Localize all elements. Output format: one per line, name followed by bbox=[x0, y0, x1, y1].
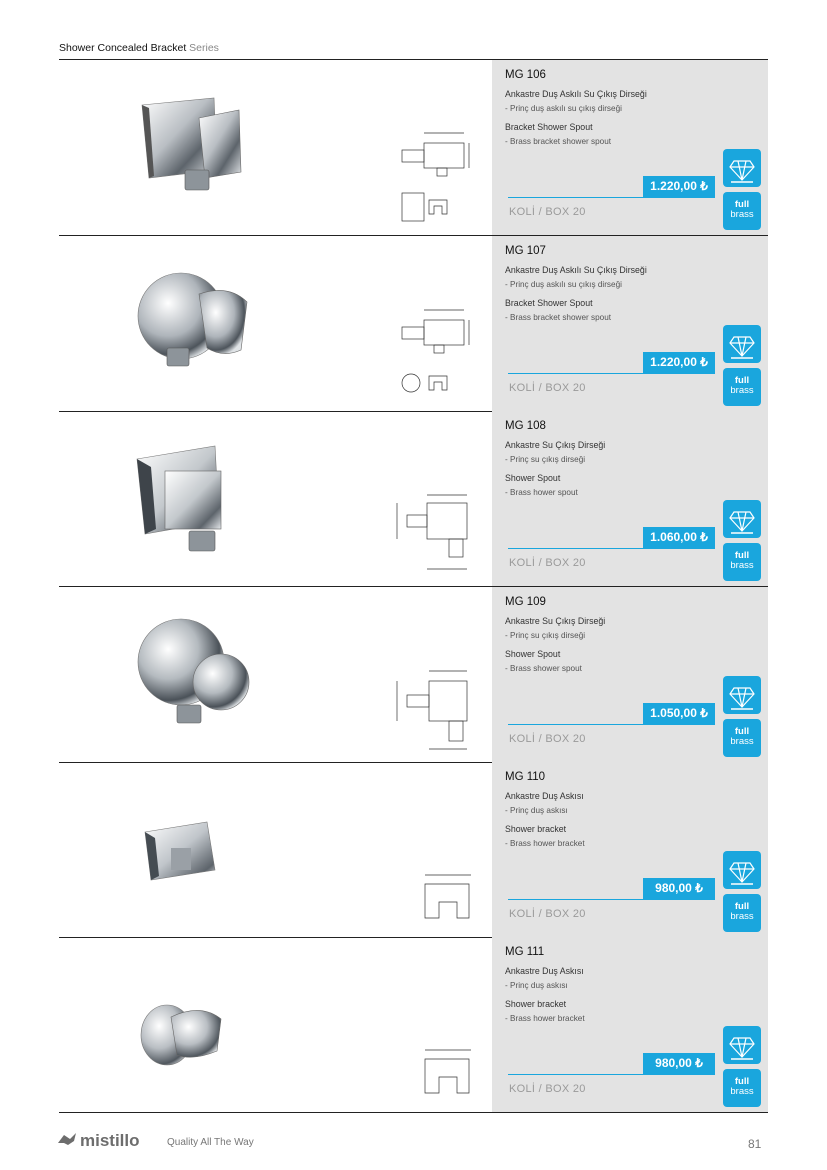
product-code: MG 108 bbox=[505, 420, 546, 432]
technical-drawing bbox=[389, 587, 492, 762]
product-row-mg107 bbox=[59, 236, 768, 412]
technical-drawing bbox=[389, 937, 492, 1112]
product-row-mg110 bbox=[59, 762, 768, 938]
product-code: MG 109 bbox=[505, 596, 546, 608]
price-underline bbox=[508, 197, 715, 198]
box-quantity: KOLİ / BOX 20 bbox=[509, 557, 586, 569]
badge-full-text: full bbox=[734, 375, 750, 386]
price-underline bbox=[508, 548, 715, 549]
diamond-icon bbox=[723, 325, 761, 363]
product-title-tr: Ankastre Duş Askılı Su Çıkış Dirseği bbox=[505, 265, 647, 275]
product-desc-en: - Brass bracket shower spout bbox=[505, 313, 612, 322]
product-desc-en: - Brass bracket shower spout bbox=[505, 137, 612, 146]
product-title-en: Shower bracket bbox=[505, 824, 567, 834]
product-title-tr: Ankastre Duş Askısı bbox=[505, 791, 584, 801]
badge-brass-text: brass bbox=[730, 560, 754, 571]
badge-brass-text: brass bbox=[730, 209, 754, 220]
page-number: 81 bbox=[748, 1137, 762, 1151]
product-desc-tr: - Prinç su çıkış dirseği bbox=[505, 631, 586, 640]
price-tag: 980,00 ₺ bbox=[643, 1053, 715, 1074]
page-header bbox=[59, 42, 219, 54]
product-title-en: Bracket Shower Spout bbox=[505, 122, 593, 132]
product-photo bbox=[59, 937, 389, 1112]
diamond-icon bbox=[723, 676, 761, 714]
full-brass-badge bbox=[723, 894, 761, 932]
footer-tagline: Quality All The Way bbox=[167, 1137, 254, 1148]
product-desc-en: - Brass hower bracket bbox=[505, 1014, 585, 1023]
price-tag: 980,00 ₺ bbox=[643, 878, 715, 899]
product-photo bbox=[59, 236, 389, 411]
diamond-icon bbox=[723, 500, 761, 538]
badge-brass-text: brass bbox=[730, 1086, 754, 1097]
product-desc-en: - Brass hower spout bbox=[505, 488, 578, 497]
badge-brass-text: brass bbox=[730, 911, 754, 922]
product-info-panel bbox=[492, 937, 768, 1112]
brand-name: mistillo bbox=[80, 1131, 140, 1150]
price-tag: 1.220,00 ₺ bbox=[643, 352, 715, 373]
product-title-en: Shower Spout bbox=[505, 473, 561, 483]
product-desc-tr: - Prinç su çıkış dirseği bbox=[505, 455, 586, 464]
product-title-tr: Ankastre Su Çıkış Dirseği bbox=[505, 616, 606, 626]
product-title-en: Shower bracket bbox=[505, 999, 567, 1009]
technical-drawing bbox=[389, 762, 492, 937]
full-brass-badge bbox=[723, 1069, 761, 1107]
price-tag: 1.220,00 ₺ bbox=[643, 176, 715, 197]
header-title: Shower Concealed Bracket bbox=[59, 42, 187, 54]
product-info-panel bbox=[492, 60, 768, 235]
product-photo bbox=[59, 762, 389, 937]
product-photo bbox=[59, 587, 389, 762]
product-desc-en: - Brass hower bracket bbox=[505, 839, 585, 848]
box-quantity: KOLİ / BOX 20 bbox=[509, 908, 586, 920]
brand-logo bbox=[56, 1129, 164, 1151]
badge-full-text: full bbox=[734, 726, 750, 737]
product-code: MG 111 bbox=[505, 946, 545, 958]
price-underline bbox=[508, 1074, 715, 1075]
full-brass-badge bbox=[723, 192, 761, 230]
price-tag: 1.050,00 ₺ bbox=[643, 703, 715, 724]
box-quantity: KOLİ / BOX 20 bbox=[509, 206, 586, 218]
product-desc-en: - Brass shower spout bbox=[505, 664, 582, 673]
price-tag: 1.060,00 ₺ bbox=[643, 527, 715, 548]
product-desc-tr: - Prinç duş askılı su çıkış dirseği bbox=[505, 104, 622, 113]
full-brass-badge bbox=[723, 543, 761, 581]
product-code: MG 110 bbox=[505, 771, 546, 783]
product-title-tr: Ankastre Duş Askılı Su Çıkış Dirseği bbox=[505, 89, 647, 99]
product-info-panel bbox=[492, 762, 768, 937]
badge-brass-text: brass bbox=[730, 385, 754, 396]
technical-drawing bbox=[389, 236, 492, 411]
box-quantity: KOLİ / BOX 20 bbox=[509, 733, 586, 745]
product-row-mg108 bbox=[59, 411, 768, 587]
price-underline bbox=[508, 899, 715, 900]
box-quantity: KOLİ / BOX 20 bbox=[509, 382, 586, 394]
product-desc-tr: - Prinç duş askısı bbox=[505, 981, 568, 990]
product-row-mg109 bbox=[59, 587, 768, 763]
product-title-tr: Ankastre Duş Askısı bbox=[505, 966, 584, 976]
product-info-panel bbox=[492, 236, 768, 411]
full-brass-badge bbox=[723, 719, 761, 757]
product-photo bbox=[59, 411, 389, 586]
product-info-panel bbox=[492, 411, 768, 586]
product-code: MG 107 bbox=[505, 245, 546, 257]
diamond-icon bbox=[723, 851, 761, 889]
product-row-mg106 bbox=[59, 60, 768, 236]
badge-full-text: full bbox=[734, 550, 750, 561]
product-code: MG 106 bbox=[505, 69, 546, 81]
product-desc-tr: - Prinç duş askılı su çıkış dirseği bbox=[505, 280, 622, 289]
box-quantity: KOLİ / BOX 20 bbox=[509, 1083, 586, 1095]
price-underline bbox=[508, 373, 715, 374]
badge-full-text: full bbox=[734, 199, 750, 210]
diamond-icon bbox=[723, 149, 761, 187]
product-desc-tr: - Prinç duş askısı bbox=[505, 806, 568, 815]
diamond-icon bbox=[723, 1026, 761, 1064]
product-title-en: Shower Spout bbox=[505, 649, 561, 659]
full-brass-badge bbox=[723, 368, 761, 406]
header-series: Series bbox=[189, 42, 219, 54]
product-row-mg111 bbox=[59, 937, 768, 1113]
badge-full-text: full bbox=[734, 901, 750, 912]
badge-brass-text: brass bbox=[730, 736, 754, 747]
product-title-tr: Ankastre Su Çıkış Dirseği bbox=[505, 440, 606, 450]
technical-drawing bbox=[389, 411, 492, 586]
badge-full-text: full bbox=[734, 1076, 750, 1087]
price-underline bbox=[508, 724, 715, 725]
product-info-panel bbox=[492, 587, 768, 762]
product-title-en: Bracket Shower Spout bbox=[505, 298, 593, 308]
product-photo bbox=[59, 60, 389, 235]
technical-drawing bbox=[389, 60, 492, 235]
